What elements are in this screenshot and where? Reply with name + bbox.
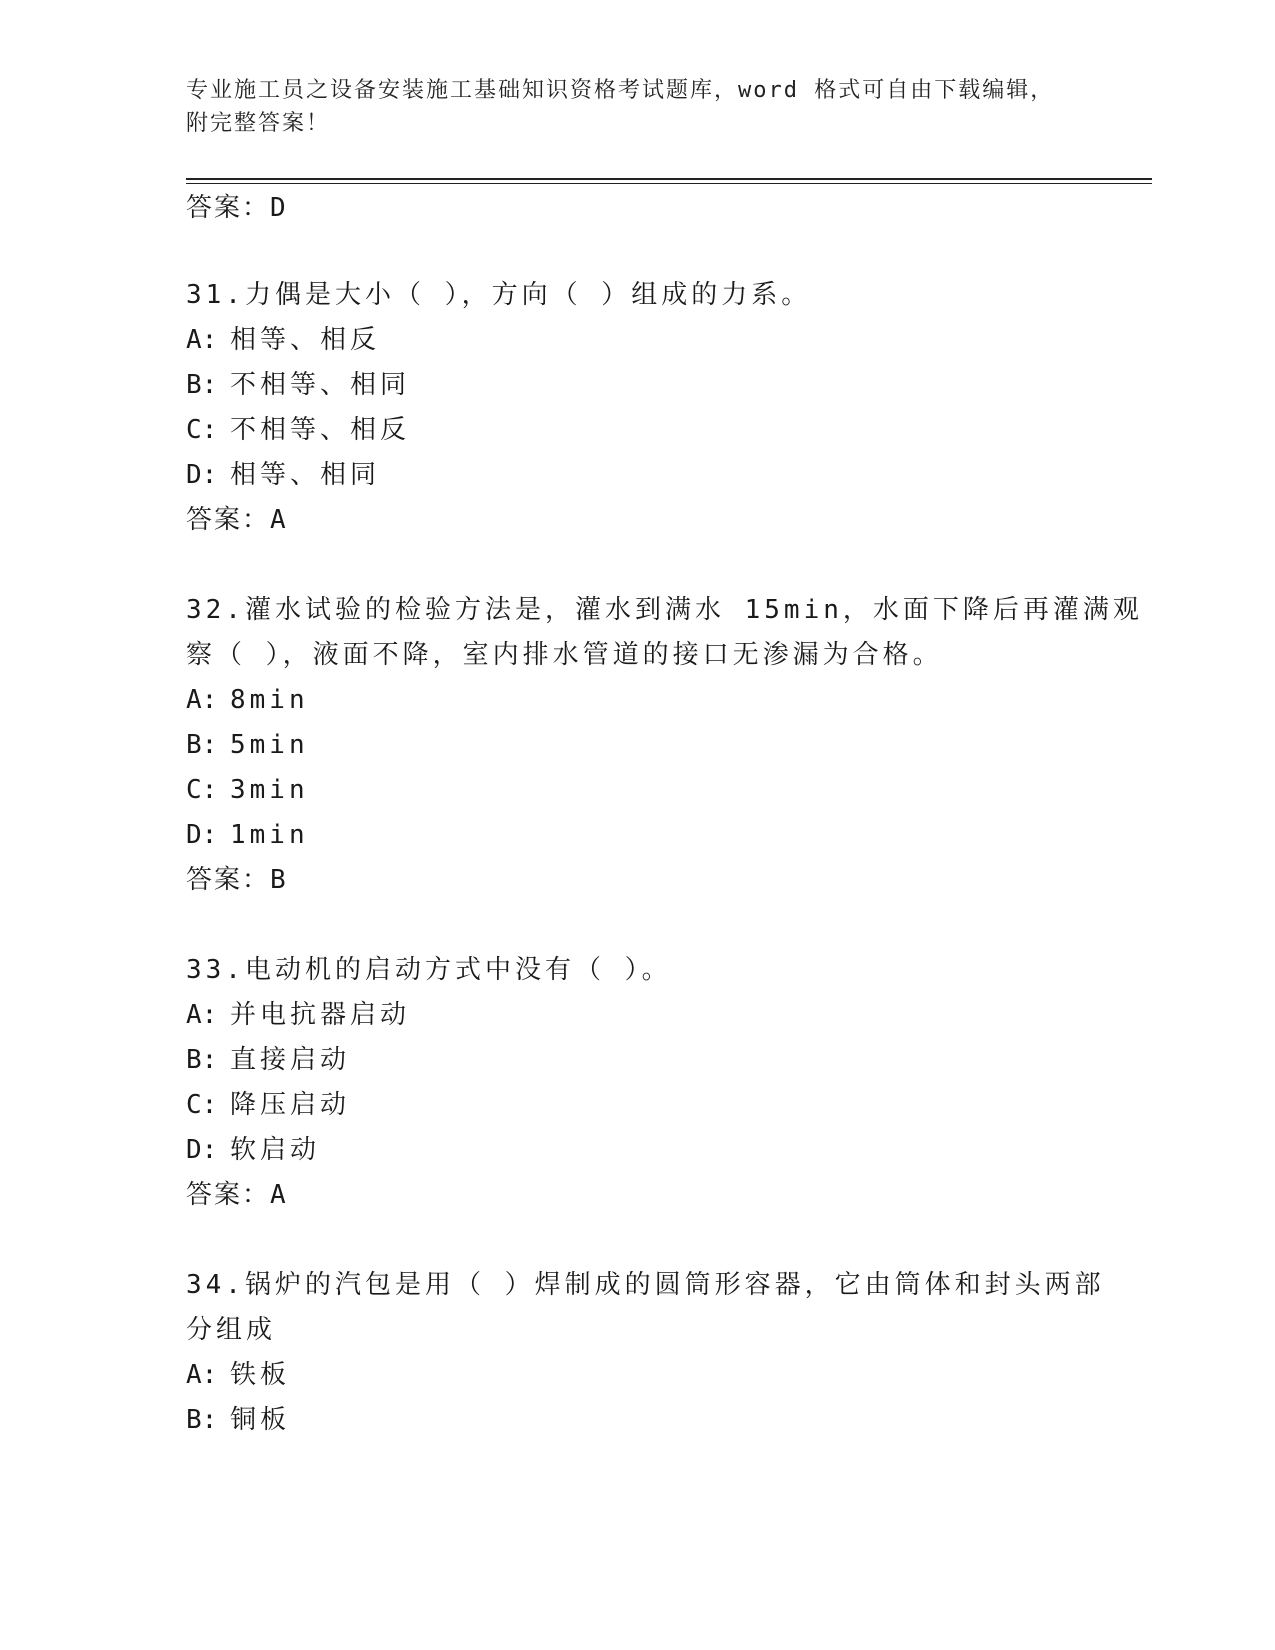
option-d: D: 相等、相同 xyxy=(186,460,381,490)
option-b: B: 5min xyxy=(186,730,309,760)
answer-line: 答案：B xyxy=(186,865,286,895)
answer-value: A xyxy=(270,505,286,535)
option-a: A: 8min xyxy=(186,685,309,715)
option-d: D: 1min xyxy=(186,820,309,850)
option-a: A: 相等、相反 xyxy=(186,325,381,355)
option-c: C: 降压启动 xyxy=(186,1090,351,1120)
question-stem: 32.灌水试验的检验方法是，灌水到满水 15min，水面下降后再灌满观 xyxy=(186,595,1143,625)
answer-line: 答案：D xyxy=(186,193,286,223)
option-c: C: 3min xyxy=(186,775,309,805)
question-stem: 31.力偶是大小（ ），方向（ ）组成的力系。 xyxy=(186,280,812,310)
question-stem: 33.电动机的启动方式中没有（ ）。 xyxy=(186,955,672,985)
option-c: C: 不相等、相反 xyxy=(186,415,411,445)
answer-line: 答案：A xyxy=(186,505,286,535)
question-stem-cont: 分组成 xyxy=(186,1315,277,1345)
question-stem-cont: 察（ ），液面不降，室内排水管道的接口无渗漏为合格。 xyxy=(186,640,943,670)
document-header xyxy=(186,74,1066,140)
option-b: B: 铜板 xyxy=(186,1405,291,1435)
answer-value: A xyxy=(270,1180,286,1210)
option-a: A: 铁板 xyxy=(186,1360,291,1390)
header-line-1: 专业施工员之设备安装施工基础知识资格考试题库，word 格式可自由下载编辑， xyxy=(186,78,1055,103)
option-b: B: 不相等、相同 xyxy=(186,370,411,400)
question-stem: 34.锅炉的汽包是用（ ）焊制成的圆筒形容器，它由筒体和封头两部 xyxy=(186,1270,1105,1300)
answer-line: 答案：A xyxy=(186,1180,286,1210)
answer-value: D xyxy=(270,193,286,223)
option-a: A: 并电抗器启动 xyxy=(186,1000,411,1030)
answer-value: B xyxy=(270,865,286,895)
header-line-2: 附完整答案！ xyxy=(186,111,331,136)
header-divider xyxy=(186,178,1152,184)
option-d: D: 软启动 xyxy=(186,1135,321,1165)
option-b: B: 直接启动 xyxy=(186,1045,351,1075)
